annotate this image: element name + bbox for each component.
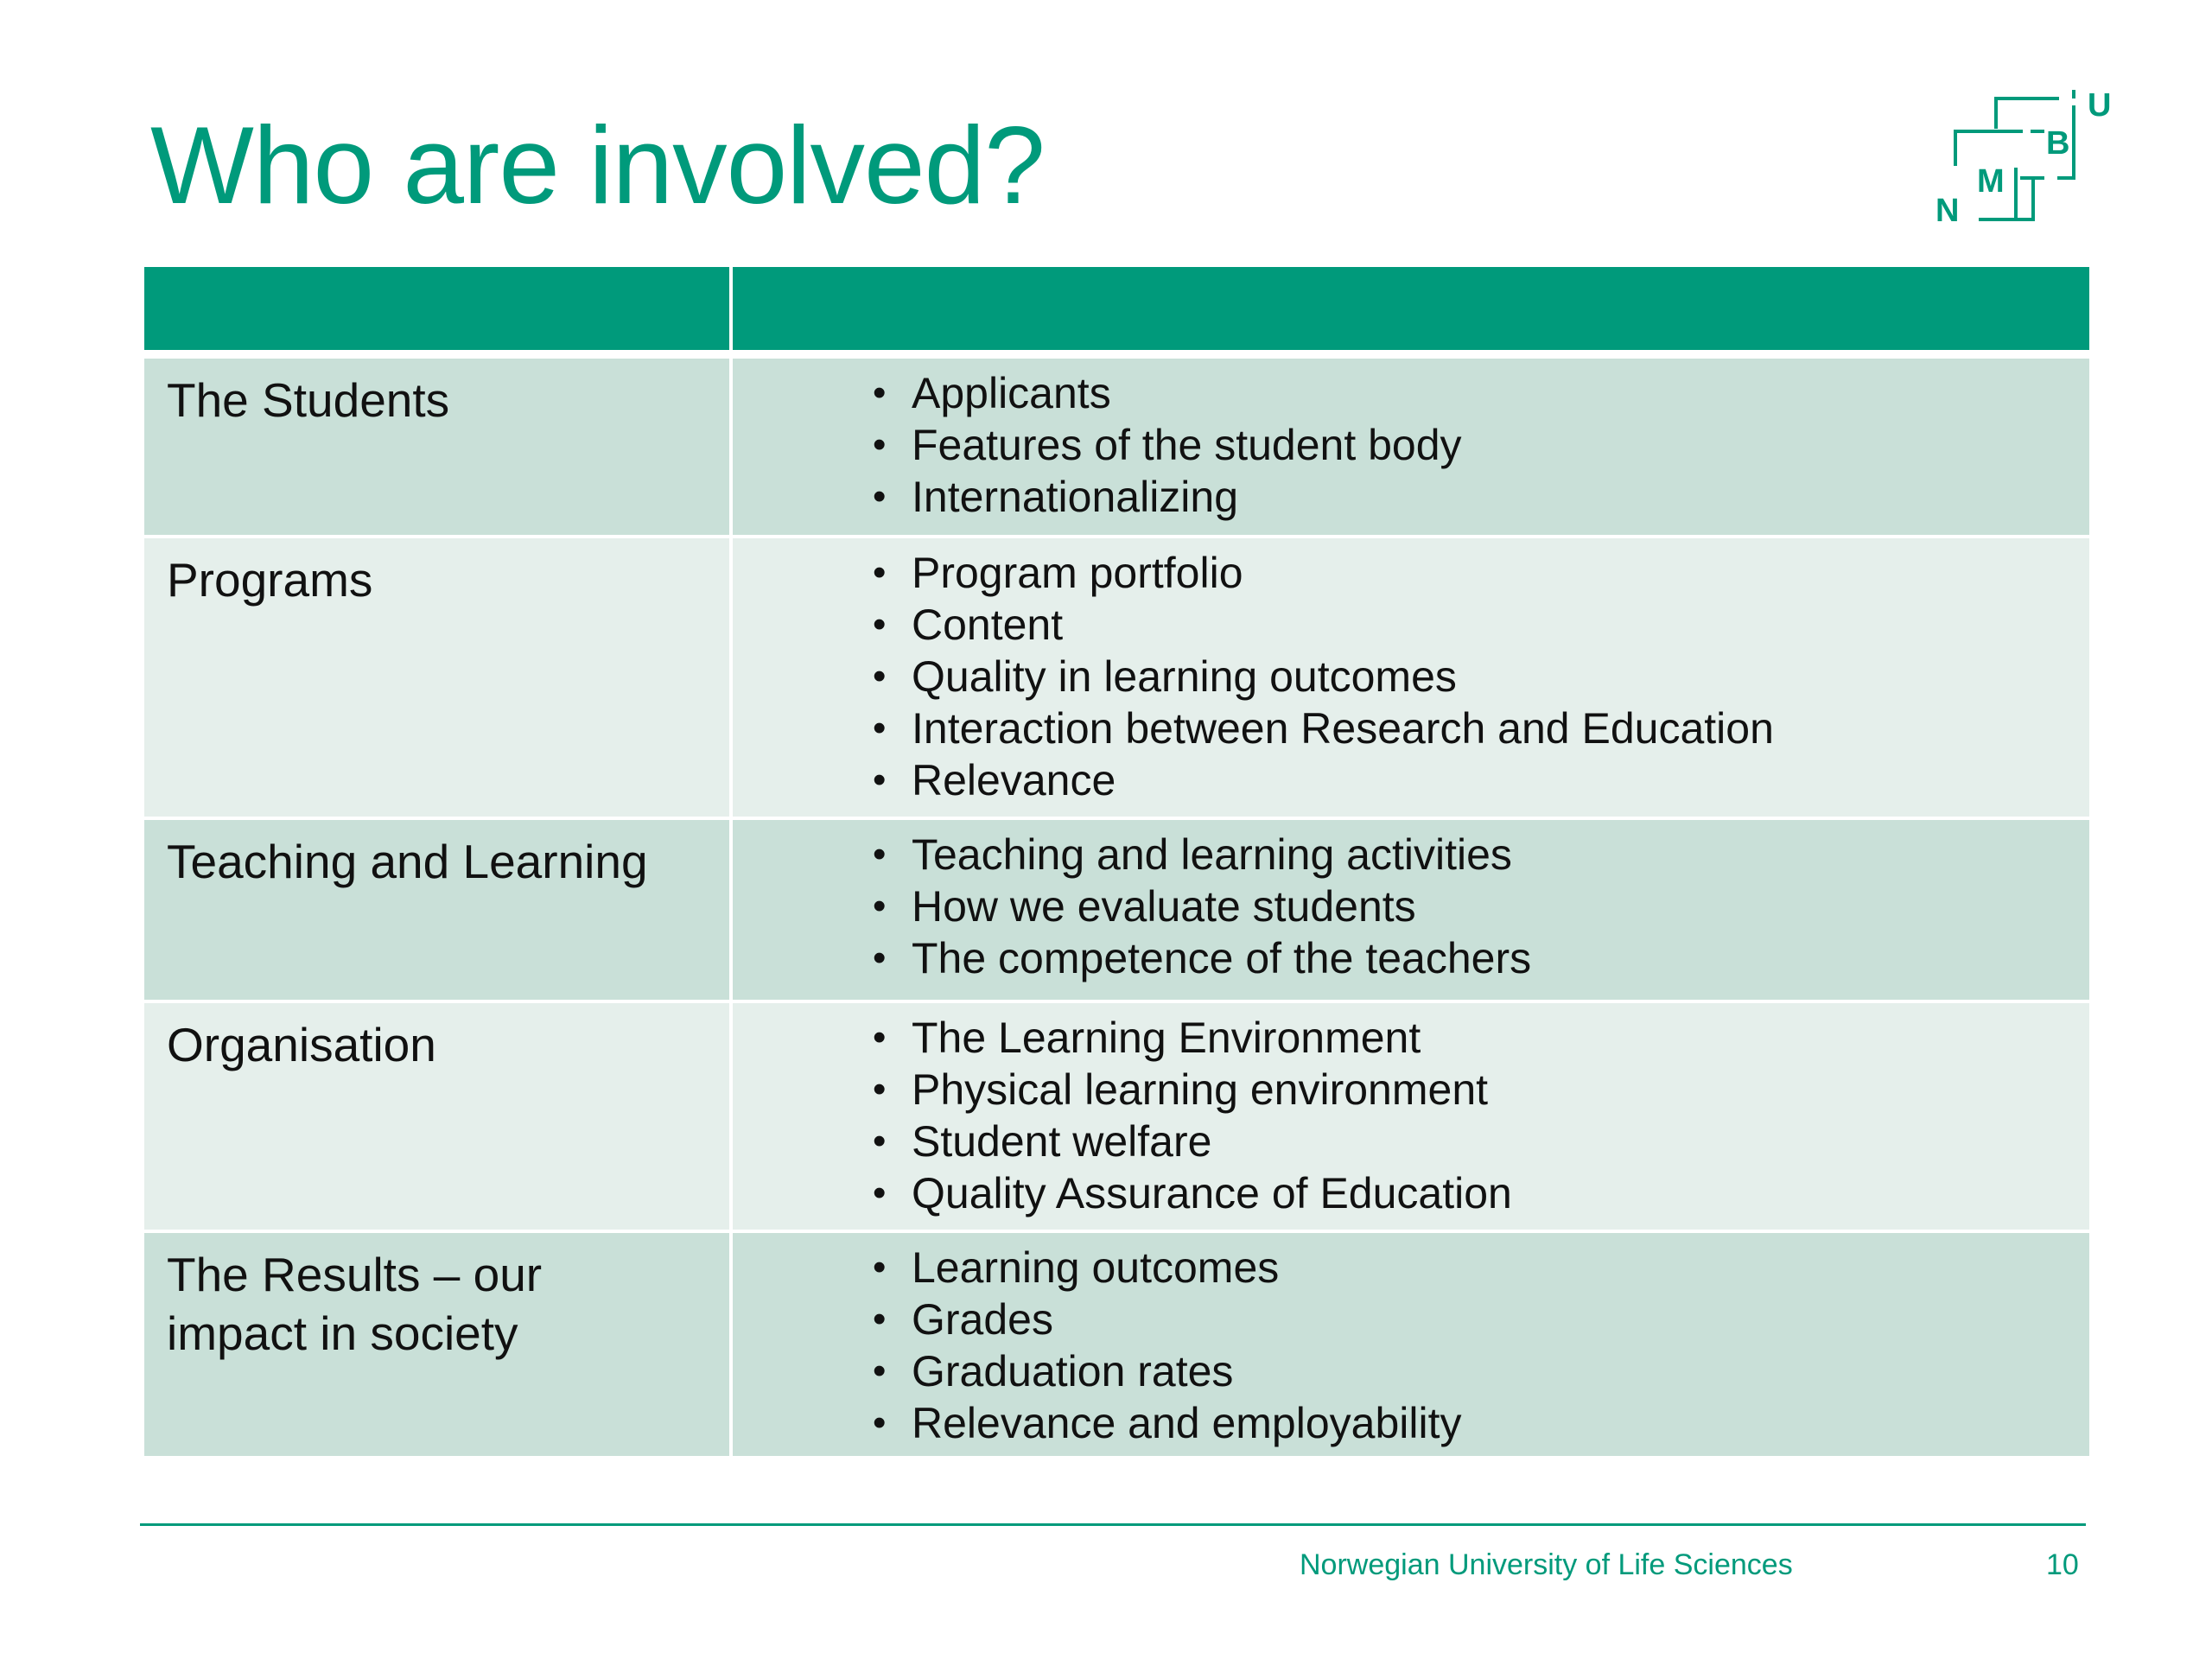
list-item: • Content [733,599,2089,651]
list-item: • Physical learning environment [733,1064,2089,1116]
row-items-cell [733,538,2089,817]
bullet-list [733,547,2089,806]
table-row [144,820,2089,1000]
row-category: Organisation [144,1003,729,1230]
list-item: • Relevance [733,754,2089,806]
row-items-cell [733,820,2089,1000]
list-item: • Graduation rates [733,1345,2089,1397]
header-cell-items [733,267,2089,350]
row-category: Teaching and Learning [144,820,729,1000]
logo-letter-m: M [1977,163,2005,200]
slide-title: Who are involved? [150,104,1045,226]
logo-letter-u: U [2088,90,2112,124]
list-item: • Interaction between Research and Education [733,702,2089,754]
logo-letter-b: B [2046,125,2070,162]
list-item: • Internationalizing [733,471,2089,523]
row-category: The Results – our impact in society [144,1233,729,1456]
table-row [144,1003,2089,1230]
list-item: • How we evaluate students [733,880,2089,932]
bullet-list [733,1012,2089,1219]
list-item: • Quality in learning outcomes [733,651,2089,702]
list-item: • Quality Assurance of Education [733,1167,2089,1219]
table-header-row [144,267,2089,350]
list-item: • Learning outcomes [733,1242,2089,1294]
row-category: The Students [144,359,729,535]
table-row [144,1233,2089,1456]
list-item: • Student welfare [733,1116,2089,1167]
involvement-table [144,267,2089,1456]
bullet-list [733,1242,2089,1449]
list-item: • Grades [733,1294,2089,1345]
list-item: • The Learning Environment [733,1012,2089,1064]
logo-letter-n: N [1936,193,1960,228]
list-item: • Relevance and employability [733,1397,2089,1449]
list-item: • Program portfolio [733,547,2089,599]
page-number: 10 [2046,1548,2079,1581]
bullet-list [733,829,2089,984]
table-row [144,538,2089,817]
row-category: Programs [144,538,729,817]
list-item: • Teaching and learning activities [733,829,2089,880]
bullet-list [733,367,2089,523]
footer-divider [140,1523,2086,1526]
list-item: • Applicants [733,367,2089,419]
table-row [144,359,2089,535]
row-items-cell [733,359,2089,535]
footer-institution: Norwegian University of Life Sciences [1300,1548,1793,1581]
list-item: • Features of the student body [733,419,2089,471]
row-items-cell [733,1233,2089,1456]
header-cell-category [144,267,729,350]
row-items-cell [733,1003,2089,1230]
nmbu-logo [1934,90,2115,228]
list-item: • The competence of the teachers [733,932,2089,984]
